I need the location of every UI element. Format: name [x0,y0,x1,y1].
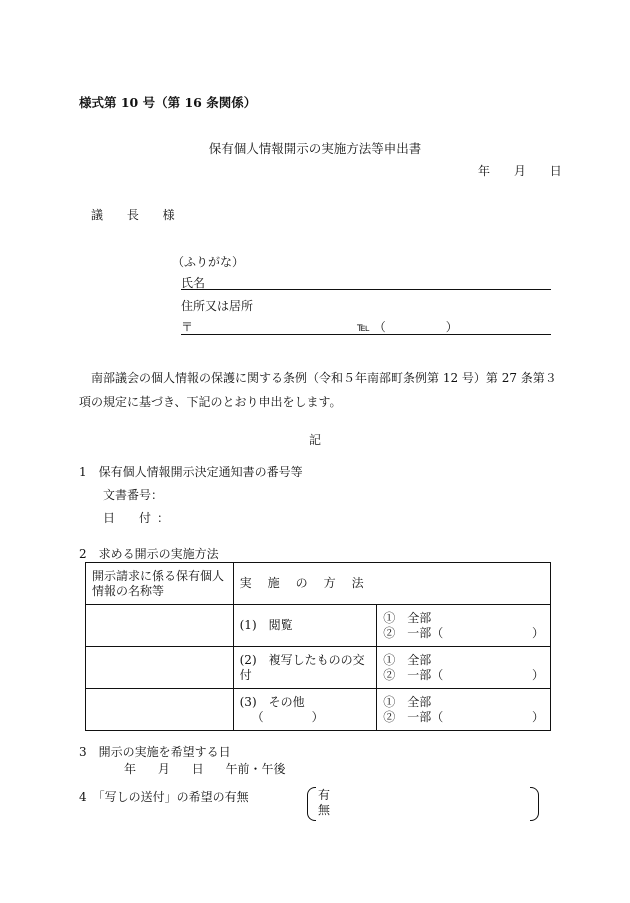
form-number: 様式第 10 号（第 16 条関係） [79,95,257,110]
wish-date [124,762,304,776]
option-all[interactable]: ① 全部 [383,610,432,625]
section4-heading: 4 「写しの送付」の希望の有無 [79,790,249,804]
table-header-row [86,563,551,605]
info-name-cell[interactable] [86,689,234,731]
ki-heading: 記 [308,433,321,447]
left-bracket [307,787,316,821]
postal-mark: 〒 [181,320,194,334]
info-name-cell[interactable] [86,647,234,689]
section2-heading: 2 求める開示の実施方法 [79,547,219,561]
scope-cell [377,605,551,647]
option-partial-close: ） [531,667,544,682]
date-day: 日 [549,164,562,178]
doc-number-label: 文書番号： [103,488,164,502]
option-no[interactable]: 無 [318,803,331,817]
option-partial-label: ② 一部（ [383,709,444,724]
col-info-name-header: 開示請求に係る保有個人情報の名称等 [86,563,234,605]
method-cell [233,605,377,647]
option-partial-close: ） [531,709,544,724]
furigana-label: （ふりがな） [172,255,245,269]
doc-date-label: 日 付： [103,511,176,525]
wish-day: 日 [191,762,204,776]
name-label: 氏名 [181,276,206,290]
option-partial[interactable] [383,626,544,641]
option-partial-close: ） [531,625,544,640]
method-label: (2) 複写したものの交付 [239,652,365,682]
method-label: (1) 閲覧 [239,618,293,632]
addressee: 議 長 様 [91,208,185,222]
method-label: (3) その他 [239,694,305,709]
scope-cell [377,647,551,689]
table-row [86,605,551,647]
option-partial-label: ② 一部（ [383,625,444,640]
right-bracket [530,787,539,821]
submission-date [478,164,562,178]
col-method-header: 実 施 の 方 法 [233,563,550,605]
wish-ampm[interactable]: 午前・午後 [225,762,286,776]
wish-month: 月 [157,762,170,776]
scope-cell [377,689,551,731]
intro-paragraph: 南部議会の個人情報の保護に関する条例（令和５年南部町条例第 12 号）第 27 条第３項の規定に基づき、下記のとおり申出をします。 [79,371,557,409]
date-year: 年 [478,164,491,178]
option-yes[interactable]: 有 [318,788,331,802]
option-partial[interactable] [383,710,544,725]
table-row [86,647,551,689]
option-all[interactable]: ① 全部 [383,694,432,709]
section1-heading: 1 保有個人情報開示決定通知書の番号等 [79,465,303,479]
name-field[interactable] [181,289,551,290]
method-cell [233,647,377,689]
date-month: 月 [513,164,526,178]
info-name-cell[interactable] [86,605,234,647]
address-label: 住所又は居所 [181,299,254,313]
methods-table [85,562,551,731]
option-partial[interactable] [383,668,544,683]
method-other-detail[interactable]: （ ） [251,709,324,724]
wish-year: 年 [124,762,137,776]
section3-heading: 3 開示の実施を希望する日 [79,745,231,759]
option-all[interactable]: ① 全部 [383,652,432,667]
option-partial-label: ② 一部（ [383,667,444,682]
copy-delivery-choice [307,787,539,821]
method-cell [233,689,377,731]
table-row [86,689,551,731]
address-field[interactable] [181,334,551,335]
tel-field: ℡ （ ） [357,320,458,334]
document-title: 保有個人情報開示の実施方法等申出書 [208,141,422,156]
